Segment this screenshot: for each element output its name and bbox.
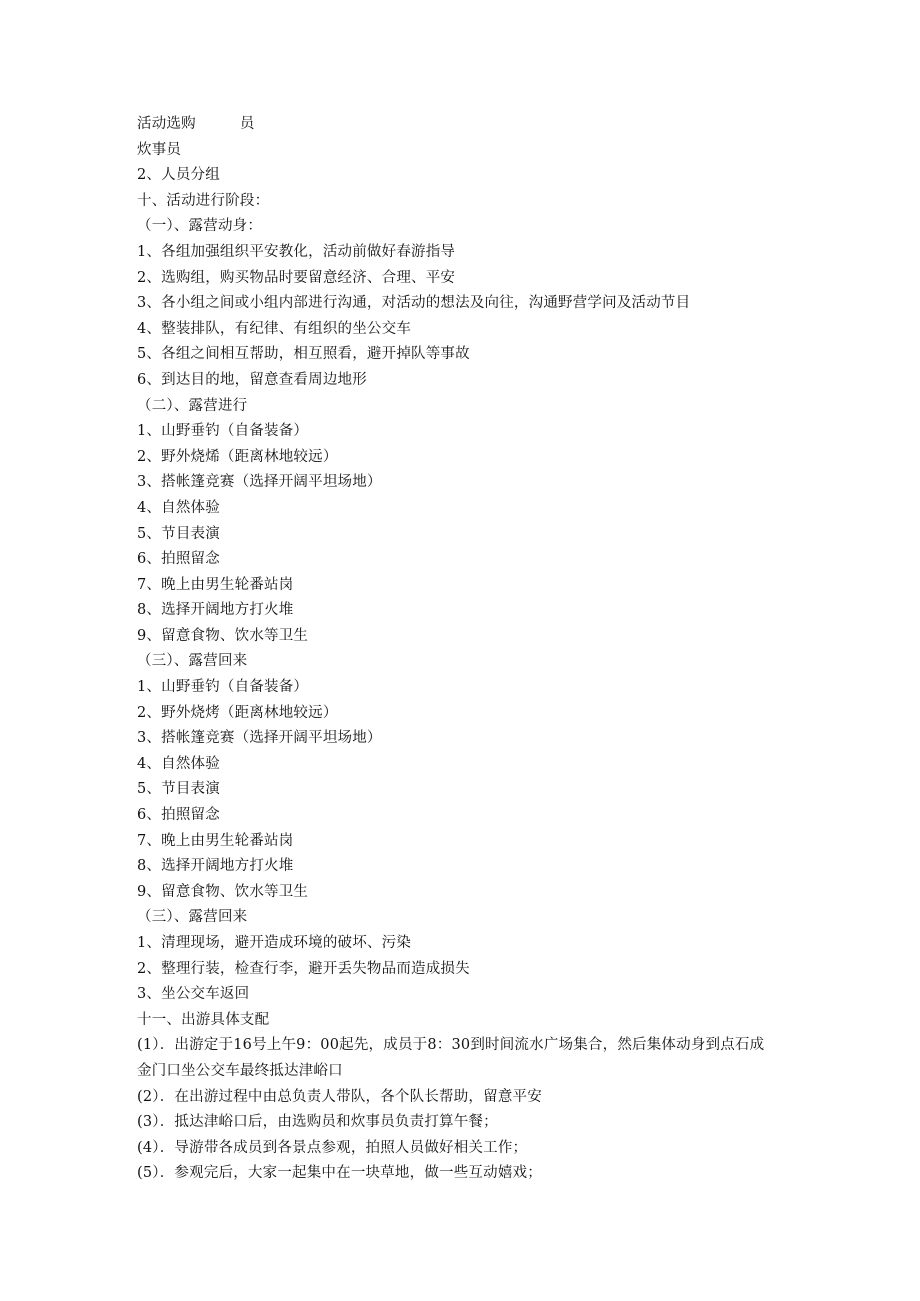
- list-item: 1、山野垂钓（自备装备）: [137, 423, 309, 440]
- list-item: 2、野外烧烤（距离林地较远）: [137, 704, 338, 721]
- text-line: [137, 112, 797, 138]
- list-item: 7、晚上由男生轮番站岗: [137, 576, 294, 593]
- subsection-heading: （三）、露营回来: [137, 653, 248, 670]
- list-item: (3）．抵达津峪口后，由选购员和炊事员负责打算午餐；: [137, 1114, 498, 1131]
- subsection-heading: （一）、露营动身：: [137, 218, 263, 235]
- list-item: 5、节目表演: [137, 525, 220, 542]
- list-item: 6、拍照留念: [137, 551, 220, 568]
- list-item: (2）．在出游过程中由总负责人带队，各个队长帮助，留意平安: [137, 1088, 542, 1105]
- subsection-heading: （二）、露营进行: [137, 397, 248, 414]
- text-fragment: 员: [239, 116, 255, 132]
- section-heading: 十一、出游具体支配: [137, 1011, 270, 1028]
- list-item: 7、晚上由男生轮番站岗: [137, 832, 294, 849]
- list-item: 2、野外烧烯（距离林地较远）: [137, 448, 338, 465]
- list-item: 9、留意食物、饮水等卫生: [137, 627, 309, 644]
- list-item: (4）．导游带各成员到各景点参观，拍照人员做好相关工作；: [137, 1139, 528, 1156]
- list-item: 4、自然体验: [137, 755, 220, 772]
- list-item: 4、整装排队，有纪律、有组织的坐公交车: [137, 320, 412, 337]
- list-item: 5、各组之间相互帮助，相互照看，避开掉队等事故: [137, 346, 470, 363]
- text-line: 2、人员分组: [137, 167, 220, 184]
- list-item: 3、各小组之间或小组内部进行沟通，对活动的想法及向往，沟通野营学问及活动节目: [137, 295, 691, 312]
- paragraph-item: (1）．出游定于16号上午9：00起先，成员于8：30到时间流水广场集合，然后集体动身到点石成金门口坐公交车最终抵达津峪口: [137, 1037, 765, 1079]
- list-item: 3、搭帐篷竞赛（选择开阔平坦场地）: [137, 730, 382, 747]
- list-item: 5、节目表演: [137, 781, 220, 798]
- list-item: 6、到达目的地，留意查看周边地形: [137, 371, 367, 388]
- list-item: 4、自然体验: [137, 499, 220, 516]
- document-body: [137, 112, 797, 1187]
- list-item: 8、选择开阔地方打火堆: [137, 602, 294, 619]
- section-heading: 十、活动进行阶段：: [137, 192, 270, 209]
- text-line: 炊事员: [137, 141, 182, 158]
- text-fragment: 活动选购: [137, 116, 196, 132]
- list-item: 8、选择开阔地方打火堆: [137, 858, 294, 875]
- list-item: 3、坐公交车返回: [137, 986, 250, 1003]
- list-item: 3、搭帐篷竞赛（选择开阔平坦场地）: [137, 474, 382, 491]
- list-item: 1、清理现场，避开造成环境的破坏、污染: [137, 935, 412, 951]
- list-item: 1、各组加强组织平安教化，活动前做好春游指导: [137, 243, 456, 260]
- list-item: 1、山野垂钓（自备装备）: [137, 679, 309, 696]
- list-item: (5）．参观完后，大家一起集中在一块草地，做一些互动嬉戏；: [137, 1165, 542, 1182]
- list-item: 2、选购组，购买物品时要留意经济、合理、平安: [137, 269, 456, 286]
- list-item: 2、整理行装，检查行李，避开丢失物品而造成损失: [137, 960, 470, 977]
- list-item: 9、留意食物、饮水等卫生: [137, 883, 309, 900]
- list-item: 6、拍照留念: [137, 807, 220, 824]
- subsection-heading: （三）、露营回来: [137, 909, 248, 926]
